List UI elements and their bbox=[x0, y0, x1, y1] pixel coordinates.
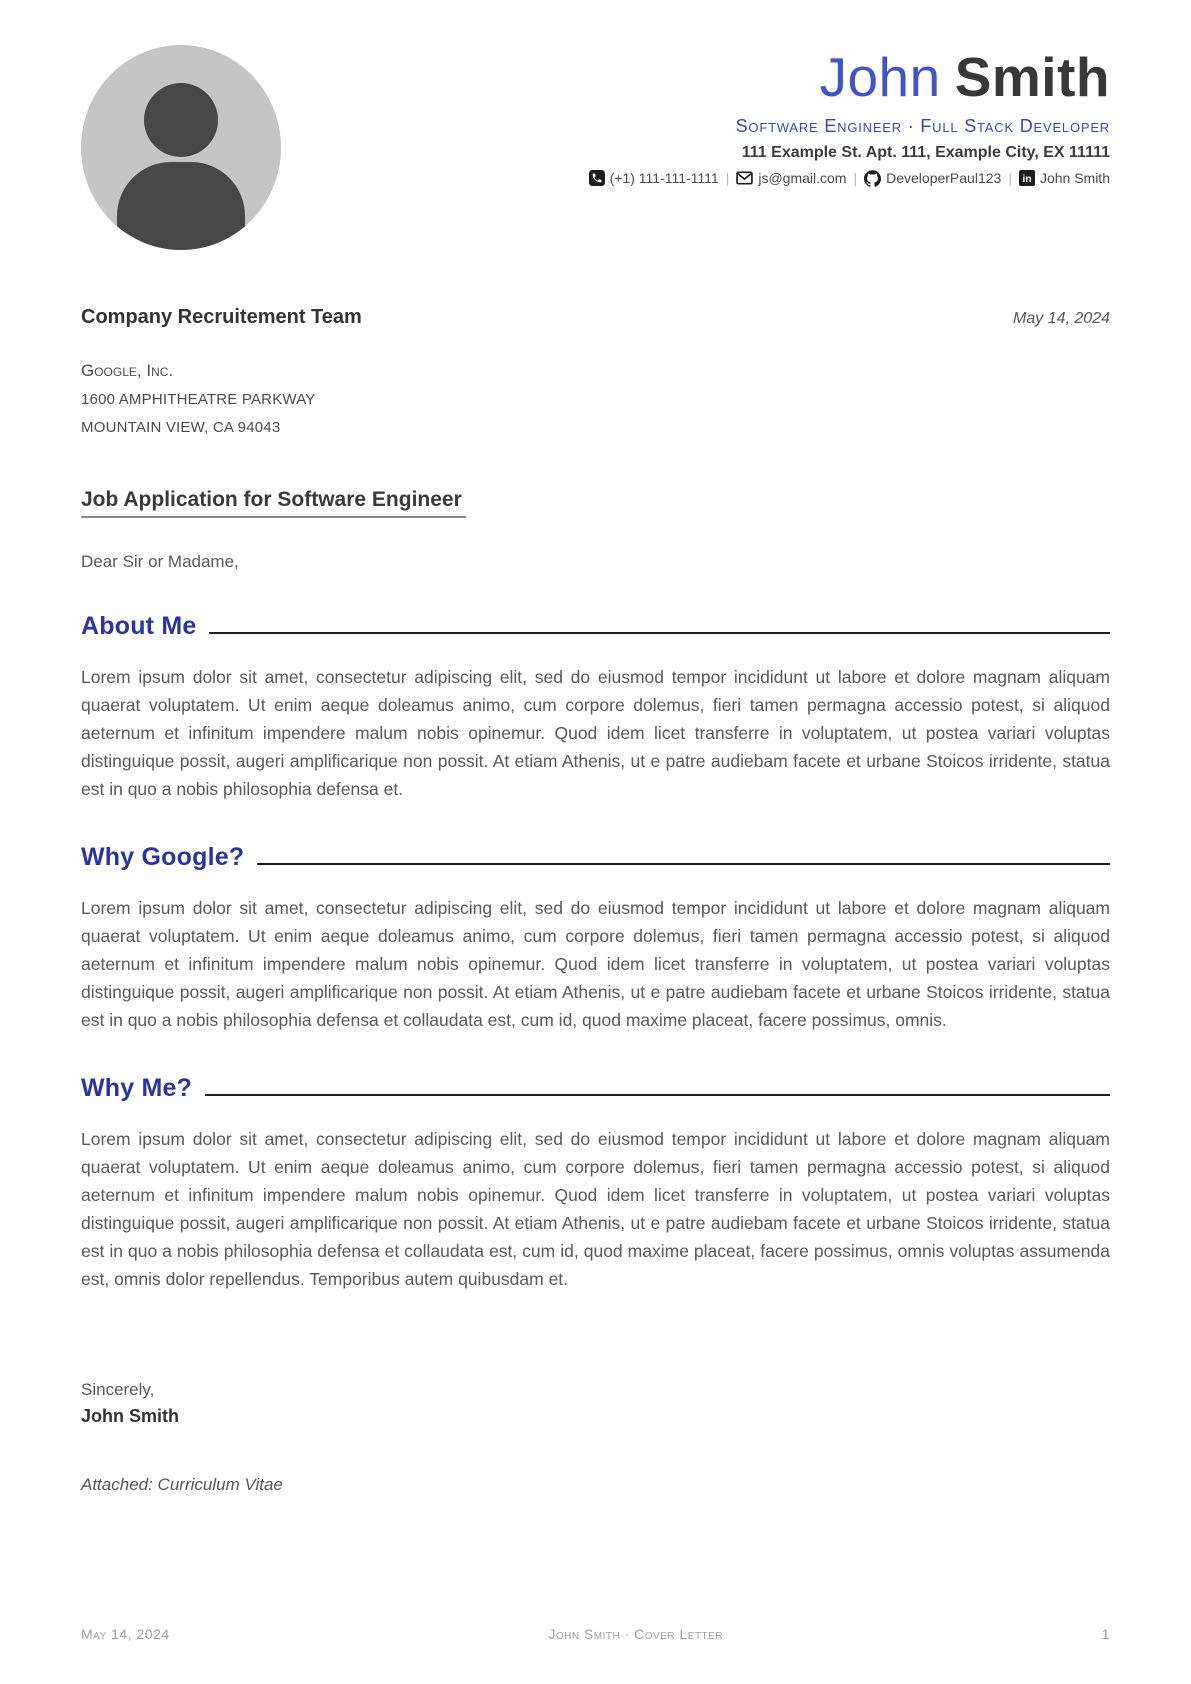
section-rule bbox=[257, 863, 1110, 865]
recipient-company: Google, Inc. bbox=[81, 361, 174, 380]
section-title: About Me bbox=[81, 611, 197, 640]
section-heading bbox=[81, 843, 1110, 872]
section-body: Lorem ipsum dolor sit amet, consectetur adipiscing elit, sed do eiusmod tempor incididunt ut labore et dolore magnam aliquam quaerat voluptatem. Ut enim aeque doleamus animo, cum corpore dolemus, fieri tamen permagna accessio potest, si aliquod aeternum et infinitum impendere malum nobis opinemur. Quod idem licet transferre in voluptatem, ut postea variari voluptas distinguique possit, augeri amplificarique non possit. At etiam Athenis, ut e patre audiebam facete et urbane Stoicos irridente, statua est in quo a nobis philosophia defensa et. bbox=[81, 666, 1110, 799]
footer-page-number: 1 bbox=[1101, 1626, 1110, 1642]
email-address: js@gmail.com bbox=[758, 170, 847, 186]
footer-date: May 14, 2024 bbox=[81, 1626, 170, 1642]
section-body: Lorem ipsum dolor sit amet, consectetur adipiscing elit, sed do eiusmod tempor incididunt ut labore et dolore magnam aliquam quaerat voluptatem. Ut enim aeque doleamus animo, cum corpore dolemus, fieri tamen permagna accessio potest, si aliquod aeternum et infinitum impendere malum nobis opinemur. Quod idem licet transferre in voluptatem, ut postea variari voluptas distinguique possit, augeri amplificarique non possit. At etiam Athenis, ut e patre audiebam facete et urbane Stoicos irridente, statua est in quo a nobis philosophia defensa et collaudata est, cum id, quod maxime placeat, facere possimus, omnis. bbox=[81, 897, 1110, 1030]
first-name: John bbox=[819, 46, 941, 108]
letter-date: May 14, 2024 bbox=[1013, 310, 1110, 327]
closing-phrase: Sincerely, bbox=[81, 1379, 155, 1399]
recipient-address-block bbox=[81, 355, 1110, 442]
footer-title: John Smith · Cover Letter bbox=[548, 1626, 724, 1642]
page-footer bbox=[81, 1626, 1110, 1642]
person-silhouette-icon bbox=[117, 162, 245, 250]
contact-separator: | bbox=[1008, 170, 1012, 186]
profile-photo-placeholder bbox=[81, 45, 281, 250]
recipient-address-line-1: 1600 AMPHITHEATRE PARKWAY bbox=[81, 391, 316, 409]
signature-name: John Smith bbox=[81, 1406, 179, 1427]
phone-number: (+1) 111-111-1111 bbox=[609, 170, 719, 186]
letter-subject: Job Application for Software Engineer bbox=[81, 488, 466, 518]
identity-block bbox=[281, 45, 1110, 187]
section-rule bbox=[205, 1094, 1110, 1096]
header bbox=[81, 0, 1110, 250]
phone-contact bbox=[589, 170, 719, 186]
email-icon bbox=[736, 171, 753, 185]
section-rule bbox=[209, 632, 1110, 634]
recipient-row bbox=[81, 306, 1110, 329]
section-body: Lorem ipsum dolor sit amet, consectetur adipiscing elit, sed do eiusmod tempor incididunt ut labore et dolore magnam aliquam quaerat voluptatem. Ut enim aeque doleamus animo, cum corpore dolemus, fieri tamen permagna accessio potest, si aliquod aeternum et infinitum impendere malum nobis opinemur. Quod idem licet transferre in voluptatem, ut postea variari voluptas distinguique possit, augeri amplificarique non possit. At etiam Athenis, ut e patre audiebam facete et urbane Stoicos irridente, statua est in quo a nobis philosophia defensa et collaudata est, cum id, quod maxime placeat, facere possimus, omnis voluptas assumenda est, omnis dolor repellendus. Temporibus autem quibusdam et. bbox=[81, 1128, 1110, 1289]
github-handle: DeveloperPaul123 bbox=[886, 170, 1002, 186]
full-name bbox=[281, 47, 1110, 108]
linkedin-contact bbox=[1019, 170, 1110, 186]
contact-row bbox=[281, 170, 1110, 187]
linkedin-icon bbox=[1019, 170, 1035, 186]
github-icon bbox=[864, 170, 881, 187]
home-address: 111 Example St. Apt. 111, Example City, EX 11111 bbox=[741, 143, 1110, 161]
section-heading bbox=[81, 1074, 1110, 1103]
contact-separator: | bbox=[725, 170, 730, 186]
attachment-note: Attached: Curriculum Vitae bbox=[81, 1475, 283, 1495]
phone-icon bbox=[589, 170, 605, 186]
linkedin-name: John Smith bbox=[1039, 170, 1110, 186]
section-why-google bbox=[81, 843, 1110, 1034]
svg-text:in: in bbox=[1022, 174, 1032, 185]
github-contact bbox=[864, 170, 1001, 187]
section-title: Why Me? bbox=[81, 1073, 193, 1102]
last-name: Smith bbox=[954, 46, 1110, 108]
email-contact bbox=[736, 170, 846, 186]
section-title: Why Google? bbox=[81, 842, 245, 871]
position-subtitle: Software Engineer · Full Stack Developer bbox=[735, 115, 1110, 136]
section-why-me bbox=[81, 1074, 1110, 1293]
section-about-me bbox=[81, 612, 1110, 803]
closing-block bbox=[81, 1377, 1110, 1431]
section-heading bbox=[81, 612, 1110, 641]
recipient-name: Company Recruitement Team bbox=[81, 306, 362, 328]
person-silhouette-icon bbox=[144, 83, 218, 157]
salutation: Dear Sir or Madame, bbox=[81, 551, 239, 571]
contact-separator: | bbox=[853, 170, 858, 186]
recipient-address-line-2: MOUNTAIN VIEW, CA 94043 bbox=[81, 419, 281, 437]
